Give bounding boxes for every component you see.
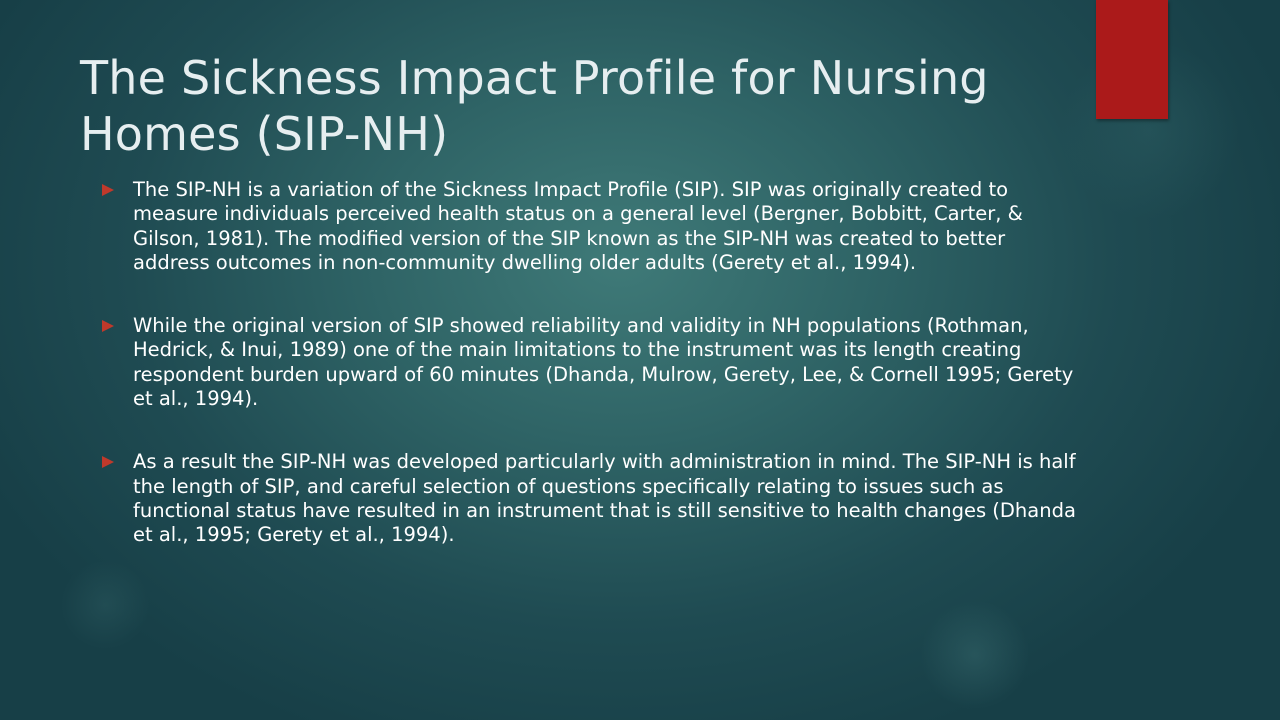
triangle-right-icon xyxy=(102,320,114,332)
bullet-item xyxy=(102,178,1087,275)
bullet-list xyxy=(102,178,1087,548)
background-glow xyxy=(60,560,150,650)
bullet-text: While the original version of SIP showed reliability and validity in NH populations (Rothman, Hedrick, & Inui, 1989) one of the main limitations to the instrument was its length creating respondent burden upward of 60 minutes (Dhanda, Mulrow, Gerety, Lee, & Cornell 1995; Gerety et al., 1994). xyxy=(133,314,1074,411)
background-glow xyxy=(920,600,1030,710)
triangle-right-icon xyxy=(102,184,114,196)
slide-title: The Sickness Impact Profile for Nursing Homes (SIP-NH) xyxy=(80,51,989,161)
accent-bar xyxy=(1096,0,1168,119)
bullet-item xyxy=(102,450,1087,547)
bullet-text: The SIP-NH is a variation of the Sickness Impact Profile (SIP). SIP was originally created to measure individuals perceived health status on a general level (Bergner, Bobbitt, Carter, & Gilson, 1981). The modified version of the SIP known as the SIP-NH was created to better address outcomes in non-community dwelling older adults (Gerety et al., 1994). xyxy=(133,178,1023,274)
bullet-text: As a result the SIP-NH was developed particularly with administration in mind. The SIP-NH is half the length of SIP, and careful selection of questions specifically relating to issues such as functional status have resulted in an instrument that is still sensitive to health changes (Dhanda et al., 1995; Gerety et al., 1994). xyxy=(133,450,1076,547)
triangle-right-icon xyxy=(102,456,114,468)
bullet-item xyxy=(102,314,1087,411)
